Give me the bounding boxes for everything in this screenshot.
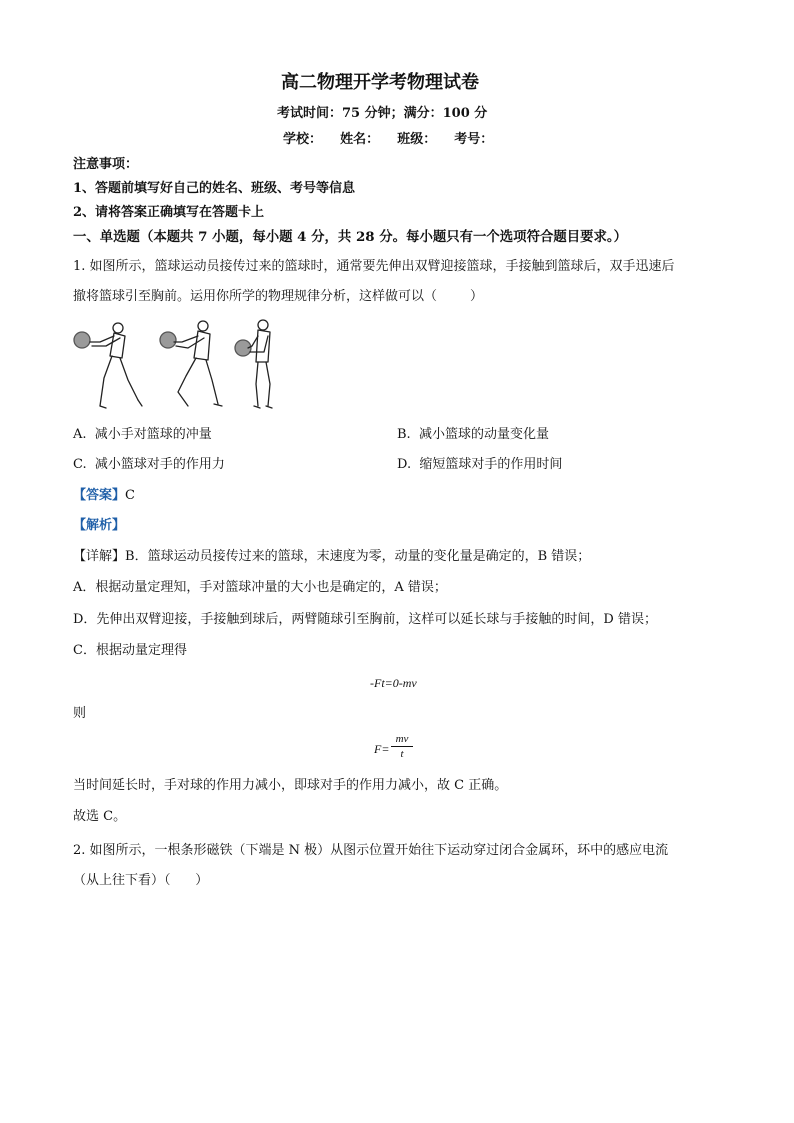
fraction-numerator: mv <box>395 733 409 745</box>
basketball-1-icon <box>74 332 90 348</box>
basketball-2-icon <box>160 332 176 348</box>
section-heading: 一、单选题（本题共 7 小题，每小题 4 分，共 28 分。每小题只有一个选项符合题目要求。） <box>73 229 627 245</box>
q1-option-b: B. 减小篮球的动量变化量 <box>397 427 549 442</box>
q1-conclusion: 当时间延长时，手对球的作用力减小，即球对手的作用力减小，故 C 正确。 <box>73 778 508 793</box>
detail-label: 【详解】 <box>73 549 126 564</box>
notes-item-2: 2、请将答案正确填写在答题卡上 <box>73 205 265 220</box>
q1-answer <box>73 488 135 504</box>
notes-heading: 注意事项： <box>73 157 139 172</box>
q1-option-c: C. 减小篮球对手的作用力 <box>73 457 225 472</box>
detail-a: A．根据动量定理知，手对篮球冲量的大小也是确定的，A 错误； <box>73 580 447 595</box>
student-fields: 学校： 姓名： 班级： 考号： <box>283 132 494 147</box>
q1-option-a: A. 减小手对篮球的冲量 <box>73 427 212 442</box>
formula-force-fraction <box>391 733 413 760</box>
notes-item-1: 1、答题前填写好自己的姓名、班级、考号等信息 <box>73 181 356 196</box>
answer-label: 【答案】 <box>73 488 126 503</box>
exam-info: 考试时间：75 分钟；满分：100 分 <box>277 106 488 121</box>
detail-c: C．根据动量定理得 <box>73 643 187 658</box>
q1-stem-line1: 1. 如图所示，篮球运动员接传过来的篮球时，通常要先伸出双臂迎接篮球，手接触到篮球后，双手迅速后 <box>73 259 675 274</box>
then-label: 则 <box>73 706 87 721</box>
formula-force-lhs: F= <box>374 742 390 756</box>
fraction-denominator: t <box>400 748 404 760</box>
formula-impulse: -Ft=0-mv <box>370 676 417 690</box>
basketball-catch-figure <box>70 318 280 413</box>
detail-d: D．先伸出双臂迎接，手接触到球后，两臂随球引至胸前，这样可以延长球与手接触的时间，D 错误； <box>73 612 657 627</box>
q1-stem-line2: 撤将篮球引至胸前。运用你所学的物理规律分析，这样做可以（ ） <box>73 289 484 304</box>
page-title: 高二物理开学考物理试卷 <box>281 72 479 93</box>
q2-stem-line1: 2. 如图所示，一根条形磁铁（下端是 N 极）从图示位置开始往下运动穿过闭合金属环，环中的感应电流 <box>73 843 669 858</box>
q1-option-d: D. 缩短篮球对手的作用时间 <box>397 457 563 472</box>
q2-stem-line2: （从上往下看）（ ） <box>73 873 209 888</box>
q1-choice: 故选 C。 <box>73 809 127 824</box>
detail-b: 【详解】B．篮球运动员接传过来的篮球，末速度为零，动量的变化量是确定的，B 错误； <box>73 549 591 564</box>
analysis-label: 【解析】 <box>73 518 126 533</box>
answer-value: C <box>125 488 135 503</box>
